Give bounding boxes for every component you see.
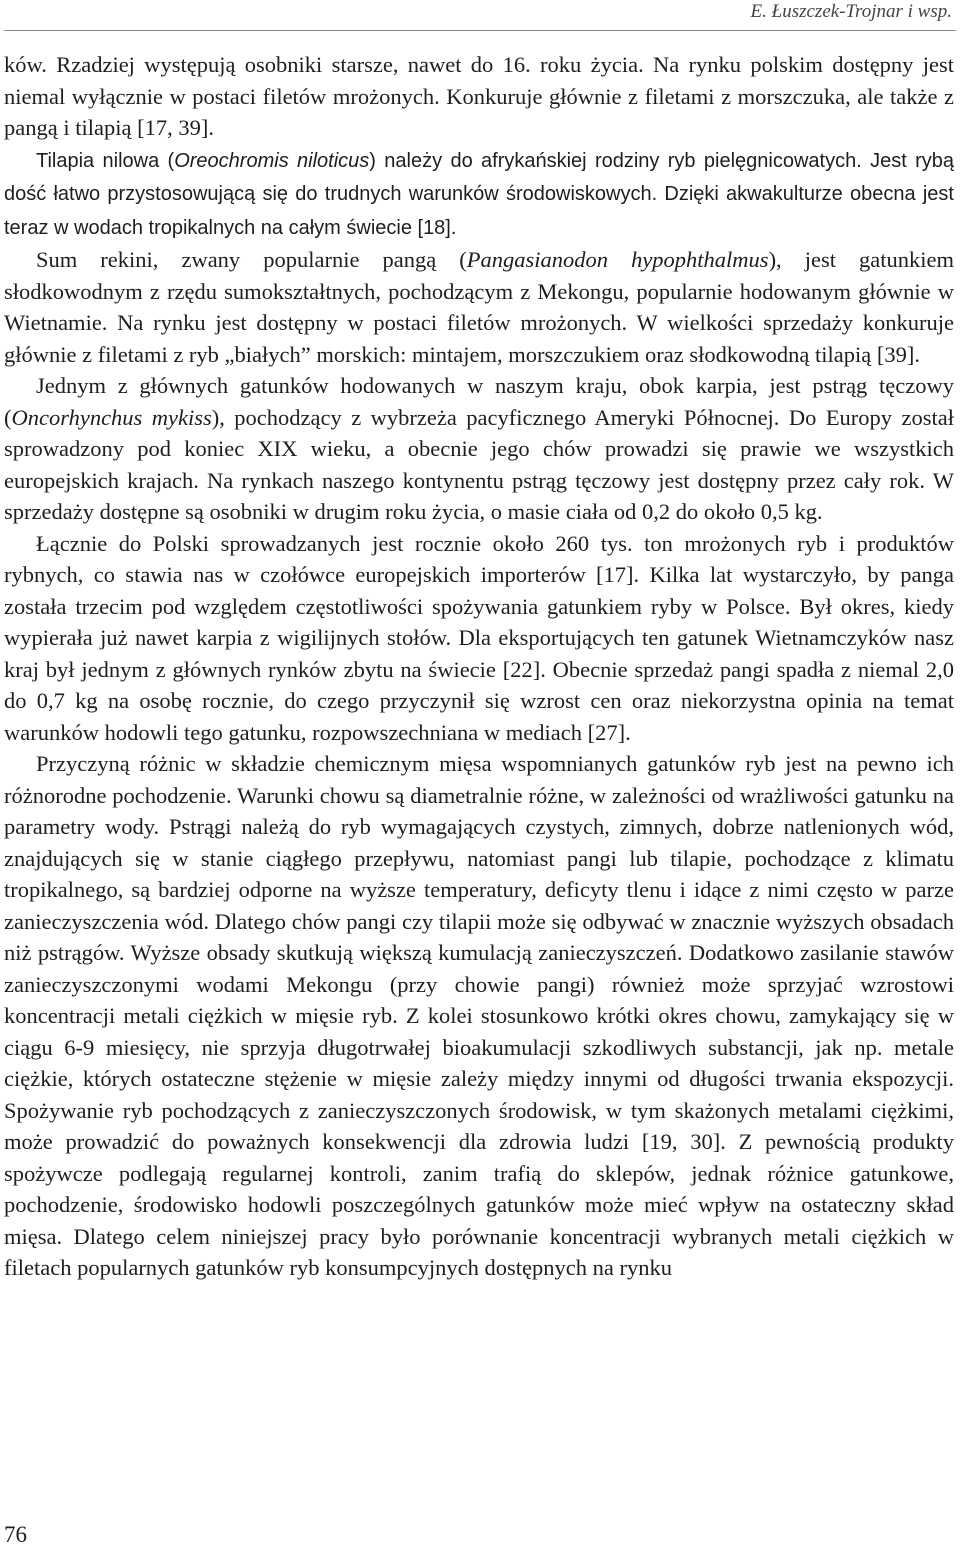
paragraph-2-lead: Tilapia nilowa (	[36, 149, 175, 172]
paragraph-2-rest: ) należy do afrykańskiej rodziny ryb pielęgnicowatych. Jest rybą dość łatwo przystosowującą się do trudnych warunków środowiskowych. Dzięki akwakulturze obecna jest teraz w wodach tropikalnych na całym świecie [18].	[4, 149, 955, 239]
running-head: E. Łuszczek-Trojnar i wsp.	[750, 1, 952, 22]
paragraph-2	[4, 144, 954, 245]
paragraph-4-lead: Jednym z głównych gatunków hodowanych w naszym kraju, obok karpia, jest pstrąg tęczowy (	[4, 373, 954, 430]
species-name-tilapia: Oreochromis niloticus	[174, 149, 370, 172]
paragraph-3-lead: Sum rekini, zwany popularnie pangą (	[36, 247, 467, 272]
species-name-panga: Pangasianodon hypophthalmus	[466, 247, 769, 272]
header-rule	[4, 30, 956, 31]
paragraph-4	[4, 370, 954, 528]
paragraph-3	[4, 244, 954, 370]
species-name-trout: Oncorhynchus mykiss	[11, 404, 212, 430]
paragraph-5: Łącznie do Polski sprowadzanych jest rocznie około 260 tys. ton mrożonych ryb i produktów rybnych, co stawia nas w czołówce europejskich importerów [17]. Kilka lat wystarczyło, by panga została trzecim pod względem częstotliwości spożywania gatunkiem ryby w Polsce. Był okres, kiedy wypierała już nawet karpia z wigilijnych stołów. Dla eksportujących ten gatunek Wietnamczyków nasz kraj był jednym z głównych rynków zbytu na świecie [22]. Obecnie sprzedaż pangi spadła z niemal 2,0 do 0,7 kg na osobę rocznie, do czego przyczynił się wzrost cen oraz niekorzystna opinia na temat warunków hodowli tego gatunku, rozpowszechniana w mediach [27].	[4, 530, 954, 745]
paragraph-6: Przyczyną różnic w składzie chemicznym mięsa wspomnianych gatunków ryb jest na pewno ich różnorodne pochodzenie. Warunki chowu są diametralnie różne, w zależności od wrażliwości gatunku na parametry wody. Pstrągi należą do ryb wymagających czystych, zimnych, dobrze natlenionych wód, znajdujących się w stanie ciągłego przepływu, natomiast pangi lub tilapie, pochodzące z klimatu tropikalnego, są bardziej odporne na wyższe temperatury, deficyty tlenu i idące z nimi często w parze zanieczyszczenia wód. Dlatego chów pangi czy tilapii może się odbywać w znacznie wyższych obsadach niż pstrągów. Wyższe obsady skutkują większą kumulacją zanieczyszczeń. Dodatkowo zasilanie stawów zanieczyszczonymi wodami Mekongu (przy chowie pangi) również może sprzyjać wzrostowi koncentracji metali ciężkich w mięsie ryb. Z kolei stosunkowo krótki okres chowu, zamykający się w ciągu 6-9 miesięcy, nie sprzyja długotrwałej bioakumulacji szkodliwych substancji, jak np. metale ciężkie, których ostateczne stężenie w mięsie zależy między innymi od długości trwania ekspozycji. Spożywanie ryb pochodzących z zanieczyszczonych środowisk, w tym skażonych metalami ciężkimi, może prowadzić do poważnych konsekwencji dla zdrowia ludzi [19, 30]. Z pewnością produkty spożywcze podlegają regularnej kontroli, zanim trafią do sklepów, jednak różnice gatunkowe, pochodzenie, środowisko hodowli poszczególnych gatunków może mieć wpływ na ostateczny skład mięsa. Dlatego celem niniejszej pracy było porównanie koncentracji wybranych metali ciężkich w filetach popularnych gatunków ryb konsumpcyjnych dostępnych na rynku	[4, 751, 954, 1280]
page-number: 76	[4, 1522, 27, 1547]
paragraph-3-rest: ), jest gatunkiem słodkowodnym z rzędu sumokształtnych, pochodzącym z Mekongu, popularnie hodowanym głównie w Wietnamie. Na rynku jest dostępny w postaci filetów mrożonych. W wielkości sprzedaży konkuruje głównie z filetami z ryb „białych” morskich: mintajem, morszczukiem oraz słodkowodną tilapią [39].	[4, 247, 954, 367]
paragraph-4-rest: ), pochodzący z wybrzeża pacyficznego Ameryki Północnej. Do Europy został sprowadzony pod koniec XIX wieku, a obecnie jego chów prowadzi się prawie we wszystkich europejskich krajach. Na rynkach naszego kontynentu pstrąg tęczowy jest dostępny przez cały rok. W sprzedaży dostępne są osobniki w drugim roku życia, o masie ciała od 0,2 do około 0,5 kg.	[4, 404, 954, 524]
body-text	[4, 49, 954, 1284]
paragraph-1: ków. Rzadziej występują osobniki starsze, nawet do 16. roku życia. Na rynku polskim dostępny jest niemal wyłącznie w postaci filetów mrożonych. Konkuruje głównie z filetami z morszczuka, ale także z pangą i tilapią [17, 39].	[4, 52, 954, 140]
